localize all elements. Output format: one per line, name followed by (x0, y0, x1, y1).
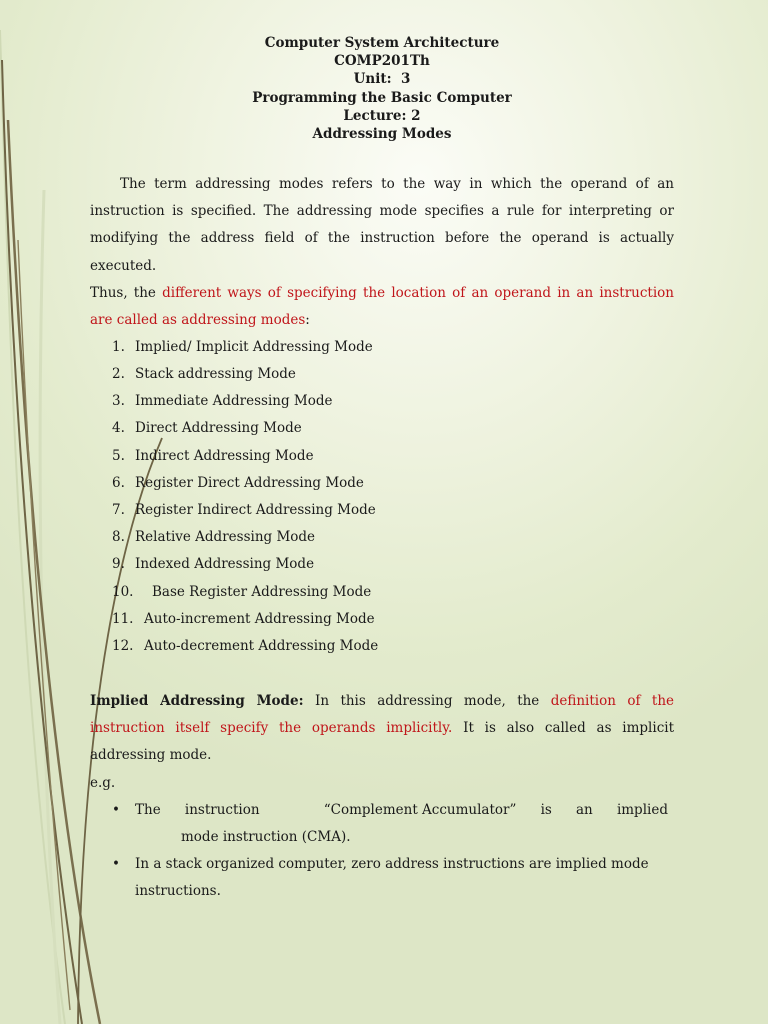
example-label: e.g. (90, 774, 116, 791)
list-item-label: Auto-increment Addressing Mode (144, 610, 375, 627)
bullet-icon: • (112, 801, 120, 818)
list-item-number: 6. (112, 474, 125, 491)
list-item-label: Indexed Addressing Mode (135, 556, 315, 573)
list-item (90, 443, 674, 470)
addressing-modes-list (90, 334, 674, 660)
list-item (90, 334, 674, 361)
implied-text-2: It is also called as implicit addressing mode. (90, 720, 679, 764)
thus-suffix: : (305, 311, 310, 328)
list-item-label: Auto-decrement Addressing Mode (144, 638, 379, 655)
list-item (90, 388, 674, 415)
list-item-label: Stack addressing Mode (135, 365, 296, 382)
bullet-word: implied (616, 801, 668, 818)
list-item-label: Indirect Addressing Mode (135, 447, 314, 464)
bullet-word: The (135, 801, 161, 818)
list-item (90, 633, 674, 660)
list-item-number: 4. (112, 420, 125, 437)
list-item (90, 415, 674, 442)
thus-highlight: different ways of specifying the location of an operand in an instruction are called as addressing modes (90, 284, 674, 328)
list-item-number: 1. (112, 338, 125, 355)
list-item-number: 3. (112, 393, 125, 410)
thus-prefix: Thus, the (90, 284, 163, 301)
list-item (90, 470, 674, 497)
topic-title: Programming the Basic Computer (252, 89, 512, 106)
list-item-label: Register Direct Addressing Mode (135, 474, 364, 491)
list-item (90, 497, 674, 524)
decor-line-dark-2 (8, 120, 100, 1024)
list-item-number: 5. (112, 447, 125, 464)
list-item-label: Direct Addressing Mode (135, 420, 302, 437)
implied-paragraph (90, 688, 679, 769)
bullet-item-cma (90, 797, 674, 851)
page-title: Addressing Modes (312, 126, 452, 143)
list-item-label: Relative Addressing Mode (135, 529, 316, 546)
list-item-label: Implied/ Implicit Addressing Mode (135, 338, 373, 355)
document-page (90, 34, 679, 905)
list-item-number: 7. (112, 502, 125, 518)
list-item-number: 8. (112, 529, 125, 546)
decor-line-light-1 (0, 30, 65, 1024)
list-item-number: 2. (112, 365, 125, 382)
list-item-label: Register Indirect Addressing Mode (135, 502, 376, 518)
bullet-icon: • (112, 856, 120, 872)
bullet-word: is (540, 801, 552, 818)
list-item-number: 9. (112, 556, 125, 573)
implied-highlight: definition of the instruction itself specify the operands implicitly. (90, 693, 674, 737)
bullet-word: “Complement Accumulator” (323, 801, 517, 818)
lecture-label: Lecture: 2 (343, 107, 421, 124)
document-header (90, 34, 674, 143)
bullet-text: In a stack organized computer, zero address instructions are implied mode instructions. (135, 856, 649, 900)
bullet-line-2: mode instruction (CMA). (181, 828, 351, 845)
list-item (90, 361, 674, 388)
thus-paragraph (90, 280, 674, 334)
unit-label: Unit: 3 (353, 71, 411, 88)
bullet-word: an (576, 801, 593, 818)
implied-text-1: In this addressing mode, the (303, 693, 551, 710)
list-item (90, 551, 674, 578)
decor-line-light-2 (40, 190, 60, 1024)
intro-paragraph: The term addressing modes refers to the way in which the operand of an instruction is specified. The addressing mode specifies a rule for interpreting or modifying the address field of the instruction before the operand is actually executed. (90, 176, 674, 274)
list-item (90, 579, 674, 606)
decor-line-dark-1 (2, 60, 82, 1024)
list-item-label: Immediate Addressing Mode (135, 393, 333, 410)
decor-line-dark-4 (18, 240, 70, 1010)
bullet-word: instruction (184, 801, 260, 818)
course-title: Computer System Architecture (264, 35, 500, 51)
list-item-number: 12. (112, 638, 134, 655)
list-item (90, 606, 674, 633)
list-item-number: 10. (112, 583, 134, 600)
list-item-number: 11. (112, 610, 134, 627)
course-code: COMP201Th (334, 53, 430, 70)
bullet-line-1 (135, 797, 668, 824)
implied-term: Implied Addressing Mode: (90, 693, 304, 710)
bullet-item-stack (90, 851, 674, 905)
example-bullets (90, 797, 674, 906)
section-gap (90, 660, 674, 688)
list-item-label: Base Register Addressing Mode (152, 583, 372, 600)
list-item (90, 524, 674, 551)
